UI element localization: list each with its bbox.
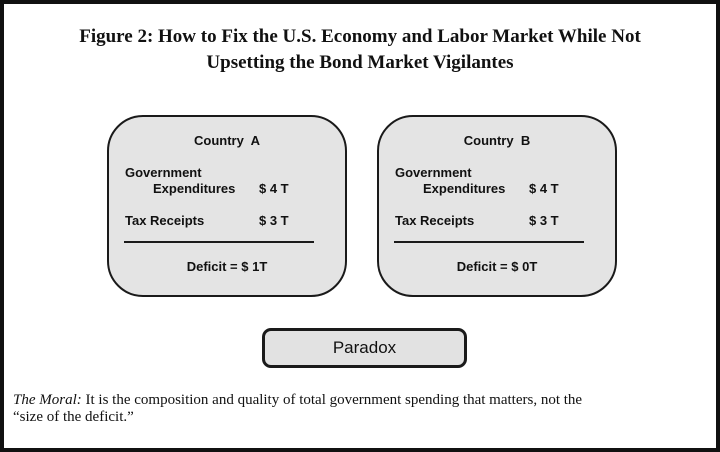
country-b-deficit: Deficit = $ 0T bbox=[456, 259, 538, 274]
country-a-government-label: Government bbox=[125, 165, 202, 180]
country-b-box bbox=[377, 115, 617, 297]
moral-line2: “size of the deficit.” bbox=[13, 409, 134, 425]
figure-title bbox=[4, 24, 716, 76]
country-b-expenditures-value: $ 4 T bbox=[529, 181, 559, 196]
country-a-deficit: Deficit = $ 1T bbox=[186, 259, 268, 274]
country-b-title: Country B bbox=[463, 133, 531, 148]
paradox-box bbox=[262, 328, 467, 368]
figure-title-line2: Upsetting the Bond Market Vigilantes bbox=[206, 52, 514, 73]
country-a-expenditures-label: Expenditures bbox=[153, 181, 236, 196]
country-b-government-label: Government bbox=[395, 165, 472, 180]
country-a-expenditures-value: $ 4 T bbox=[259, 181, 289, 196]
country-a-tax-receipts-label: Tax Receipts bbox=[125, 213, 205, 228]
figure-title-line1: Figure 2: How to Fix the U.S. Economy and Labor Market While Not bbox=[79, 26, 641, 47]
country-b-tax-receipts-label: Tax Receipts bbox=[395, 213, 475, 228]
country-a-box bbox=[107, 115, 347, 297]
country-a-tax-receipts-value: $ 3 T bbox=[259, 213, 289, 228]
country-a-sum-rule bbox=[124, 241, 314, 243]
moral-lead: The Moral: bbox=[13, 392, 82, 408]
country-b-sum-rule bbox=[394, 241, 584, 243]
country-b-tax-receipts-value: $ 3 T bbox=[529, 213, 559, 228]
country-b-expenditures-label: Expenditures bbox=[423, 181, 506, 196]
paradox-label: Paradox bbox=[332, 338, 397, 357]
moral-line1 bbox=[13, 392, 704, 409]
moral-text bbox=[13, 392, 704, 426]
country-a-title: Country A bbox=[194, 133, 260, 148]
moral-line1-rest: It is the composition and quality of total government spending that matters, not the bbox=[81, 392, 583, 408]
